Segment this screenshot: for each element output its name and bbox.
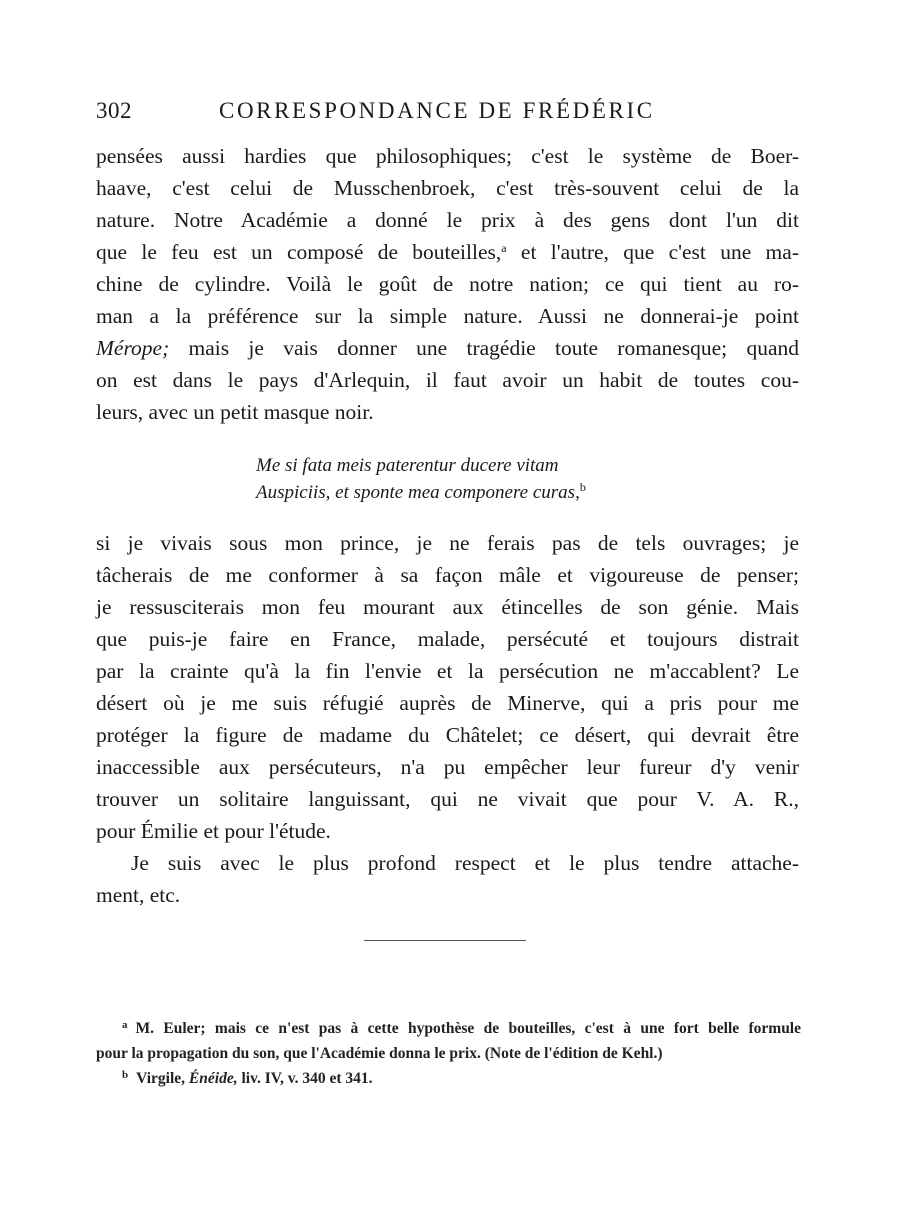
footnote-mark-b: b — [122, 1069, 129, 1081]
text-segment: et l'autre, que c'est une ma- — [506, 240, 799, 264]
text-line: Je suis avec le plus profond respect et le plus tendre attache- — [131, 851, 799, 875]
footnote-text: Virgile, — [136, 1070, 189, 1087]
text-line: si je vivais sous mon prince, je ne ferais pas de tels ouvrages; je — [96, 531, 799, 555]
text-line: désert où je me suis réfugié auprès de Minerve, qui a pris pour me — [96, 691, 799, 715]
verse-line: Me si fata meis paterentur ducere vitam — [256, 455, 559, 476]
footnote-a — [96, 1016, 801, 1041]
footnotes — [96, 1016, 801, 1091]
text-line: protéger la figure de madame du Châtelet; ce désert, qui devrait être — [96, 723, 799, 747]
verse-line — [256, 479, 586, 506]
verse-text: Auspiciis, et sponte mea componere curas, — [256, 482, 580, 503]
work-title-eneide: Énéide, — [188, 1070, 238, 1087]
footnote-divider — [364, 940, 526, 941]
paragraph-2 — [96, 527, 799, 911]
text-line: ment, etc. — [96, 883, 181, 907]
text-line: man a la préférence sur la simple nature. Aussi ne donnerai-je point — [96, 304, 799, 328]
text-line: pensées aussi hardies que philosophiques; c'est le système de Boer- — [96, 144, 799, 168]
running-title: CORRESPONDANCE DE FRÉDÉRIC — [219, 98, 655, 123]
text-line: je ressusciterais mon feu mourant aux étincelles de son génie. Mais — [96, 595, 799, 619]
text-line — [96, 332, 799, 364]
text-segment: mais je vais donner une tragédie toute romanesque; quand — [169, 336, 799, 360]
text-line: pour Émilie et pour l'étude. — [96, 819, 331, 843]
footnote-mark-a: a — [122, 1019, 128, 1031]
text-line: nature. Notre Académie a donné le prix à des gens dont l'un dit — [96, 208, 799, 232]
footnote-a-cont: pour la propagation du son, que l'Académie donna le prix. (Note de l'édition de Kehl.) — [96, 1045, 663, 1062]
text-line: que puis-je faire en France, malade, persécuté et toujours distrait — [96, 627, 799, 651]
text-line: par la crainte qu'à la fin l'envie et la persécution ne m'accablent? Le — [96, 659, 799, 683]
text-line: trouver un solitaire languissant, qui ne vivait que pour V. A. R., — [96, 787, 799, 811]
paragraph-1 — [96, 140, 799, 428]
page-number: 302 — [96, 98, 132, 123]
footnote-ref-b: b — [579, 480, 586, 494]
text-line: leurs, avec un petit masque noir. — [96, 400, 374, 424]
text-line: on est dans le pays d'Arlequin, il faut avoir un habit de toutes cou- — [96, 368, 799, 392]
footnote-text: liv. IV, v. 340 et 341. — [237, 1070, 373, 1087]
footnote-ref-a: a — [501, 241, 507, 255]
text-line — [96, 236, 799, 268]
text-line: chine de cylindre. Voilà le goût de notre nation; ce qui tient au ro- — [96, 272, 799, 296]
text-line: inaccessible aux persécuteurs, n'a pu empêcher leur fureur d'y venir — [96, 755, 799, 779]
text-line: haave, c'est celui de Musschenbroek, c'est très-souvent celui de la — [96, 176, 799, 200]
footnote-b — [96, 1066, 801, 1091]
work-title-merope: Mérope; — [96, 336, 170, 360]
footnote-text: M. Euler; mais ce n'est pas à cette hypothèse de bouteilles, c'est à une fort belle formule — [135, 1020, 801, 1037]
text-segment: que le feu est un composé de bouteilles, — [96, 240, 502, 264]
running-head — [96, 98, 806, 130]
latin-verse-quote — [256, 452, 586, 506]
text-line: tâcherais de me conformer à sa façon mâle et vigoureuse de penser; — [96, 563, 799, 587]
